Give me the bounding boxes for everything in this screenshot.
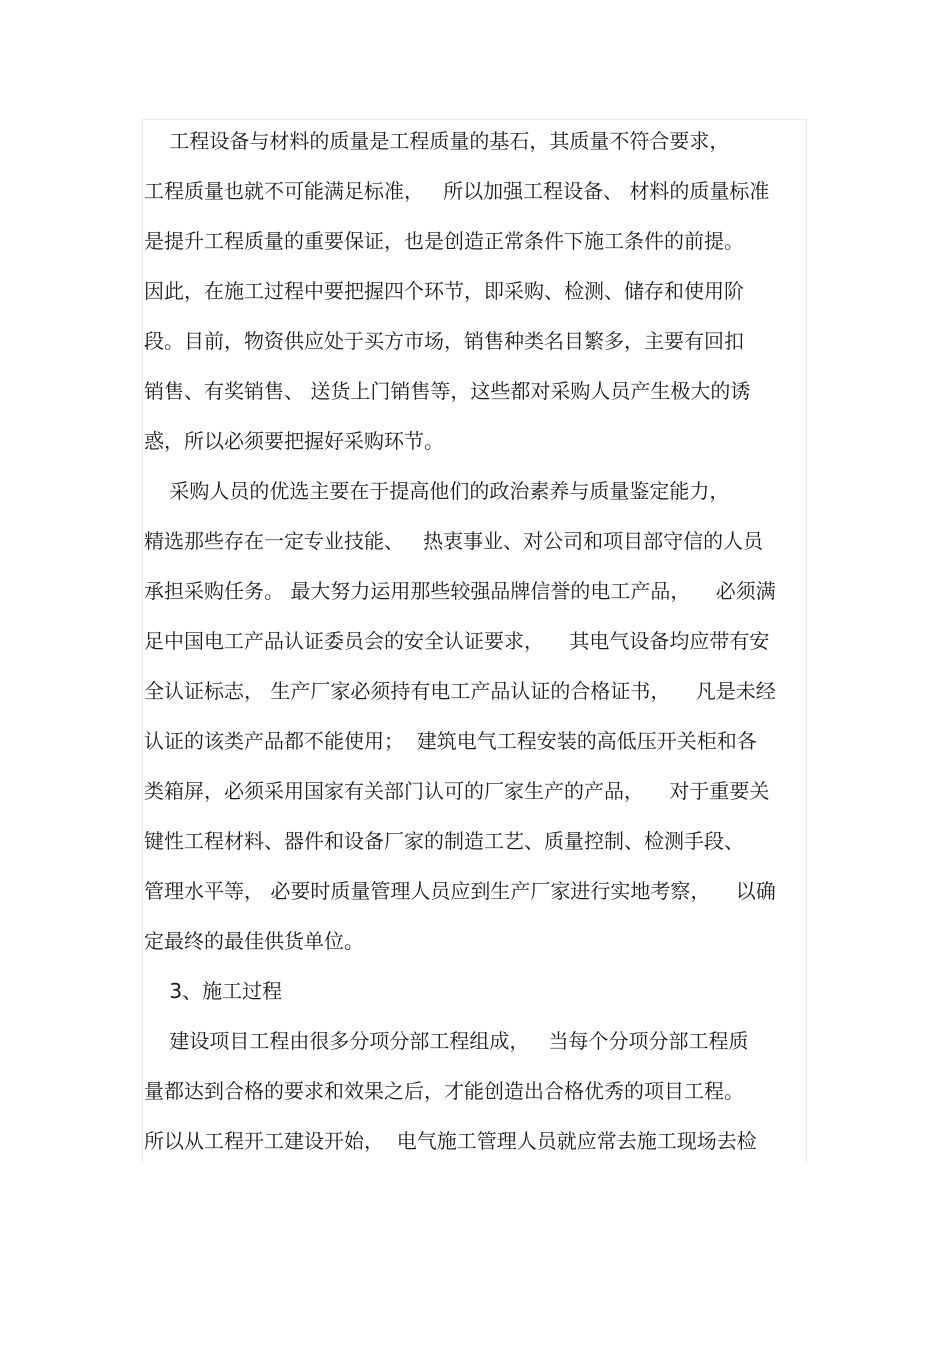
text-line: 所以从工程开工建设开始， 电气施工管理人员就应常去施工现场去检 [144,1129,757,1153]
text-line: 采购人员的优选主要在于提高他们的政治素养与质量鉴定能力， [144,479,730,503]
text-line: 类箱屏，必须采用国家有关部门认可的厂家生产的产品， 对于重要关 [144,779,770,803]
section-heading: 3、施工过程 [144,979,283,1003]
text-line: 段。目前，物资供应处于买方市场，销售种类名目繁多，主要有回扣 [144,329,744,353]
document-body [144,116,806,1166]
text-line: 因此，在施工过程中要把握四个环节，即采购、检测、储存和使用阶 [144,279,744,303]
text-line: 量都达到合格的要求和效果之后，才能创造出合格优秀的项目工程。 [144,1079,744,1103]
text-line: 管理水平等， 必要时质量管理人员应到生产厂家进行实地考察， 以确 [144,879,776,903]
text-line: 惑，所以必须要把握好采购环节。 [144,429,444,453]
text-line: 销售、有奖销售、 送货上门销售等，这些都对采购人员产生极大的诱 [144,379,751,403]
text-line: 工程质量也就不可能满足标准， 所以加强工程设备、 材料的质量标准 [144,179,770,203]
text-line: 全认证标志， 生产厂家必须持有电工产品认证的合格证书， 凡是未经 [144,679,776,703]
text-line: 足中国电工产品认证委员会的安全认证要求， 其电气设备均应带有安 [144,629,770,653]
text-line: 认证的该类产品都不能使用； 建筑电气工程安装的高低压开关柜和各 [144,729,757,753]
text-line: 是提升工程质量的重要保证，也是创造正常条件下施工条件的前提。 [144,229,744,253]
text-line: 建设项目工程由很多分项分部工程组成， 当每个分项分部工程质 [144,1029,749,1053]
text-line: 承担采购任务。 最大努力运用那些较强品牌信誉的电工产品， 必须满 [144,579,776,603]
text-line: 键性工程材料、器件和设备厂家的制造工艺、质量控制、检测手段、 [144,829,744,853]
text-line: 精选那些存在一定专业技能、 热衷事业、对公司和项目部守信的人员 [144,529,764,553]
text-line: 定最终的最佳供货单位。 [144,929,364,953]
text-line: 工程设备与材料的质量是工程质量的基石，其质量不符合要求， [144,129,730,153]
